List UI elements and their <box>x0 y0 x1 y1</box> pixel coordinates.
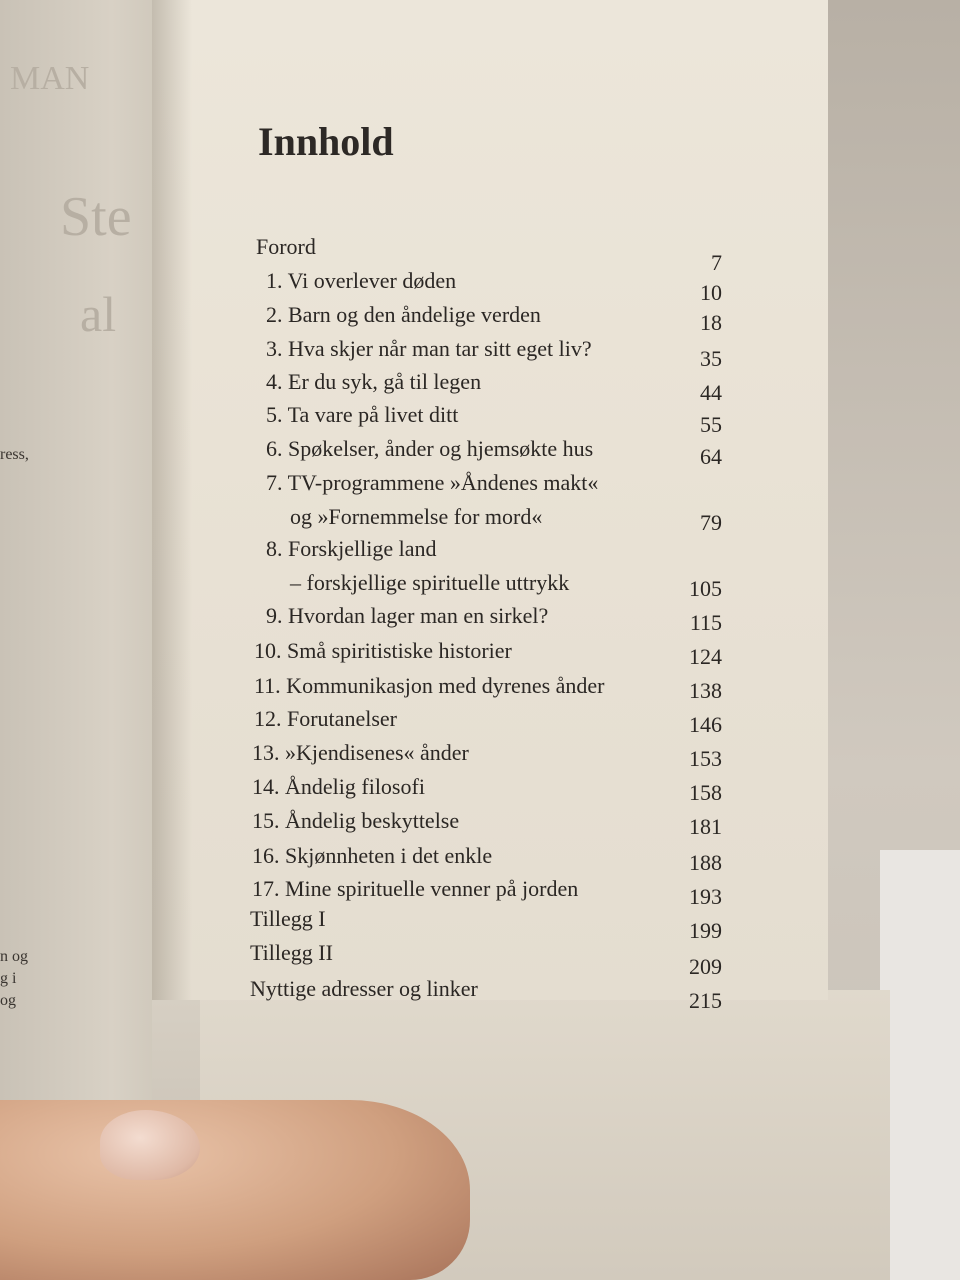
toc-entry-title: 6. Spøkelser, ånder og hjemsøkte hus <box>266 436 594 461</box>
toc-entry-page: 105 <box>689 576 722 601</box>
toc-entry-page: 158 <box>689 780 722 805</box>
left-fragment-4: og <box>0 992 16 1009</box>
toc-entry-title: 4. Er du syk, gå til legen <box>266 369 482 394</box>
toc-entry-title: 7. TV-programmene »Åndenes makt« <box>266 470 599 495</box>
left-ghost-text-2: Ste <box>60 186 132 248</box>
toc-entry-page: 18 <box>700 310 722 335</box>
left-ghost-text-1: MAN <box>10 60 90 97</box>
toc-entry-page: 115 <box>689 610 722 635</box>
toc-entry-title: Nyttige adresser og linker <box>250 976 478 1001</box>
toc-entry-page: 35 <box>700 346 722 371</box>
toc-entry-title: 14. Åndelig filosofi <box>252 774 425 799</box>
toc-entry-page: 181 <box>689 814 722 839</box>
toc-entry-title: Forord <box>256 234 316 259</box>
toc-entry-title: 2. Barn og den åndelige verden <box>266 302 541 327</box>
toc-entry-title: 10. Små spiritistiske historier <box>254 638 512 663</box>
left-fragment-1: ress, <box>0 446 29 463</box>
page-gutter-shadow <box>152 0 192 1000</box>
background-box <box>880 850 960 1280</box>
toc-entry-title: 15. Åndelig beskyttelse <box>252 808 460 833</box>
left-ghost-text-3: al <box>80 286 117 342</box>
toc-entry-title: Tillegg II <box>250 940 333 965</box>
toc-entry-page: 193 <box>689 884 722 909</box>
toc-entry-title: 9. Hvordan lager man en sirkel? <box>266 603 549 628</box>
toc-entry-title: 12. Forutanelser <box>254 706 397 731</box>
toc-entry-page: 64 <box>700 444 722 469</box>
toc-entry-page: 199 <box>689 918 722 943</box>
left-page <box>0 0 160 1120</box>
toc-entry-title: 3. Hva skjer når man tar sitt eget liv? <box>266 336 592 361</box>
toc-entry-title: 1. Vi overlever døden <box>266 268 457 293</box>
toc-entry-page: 10 <box>700 280 722 305</box>
page-title: Innhold <box>258 119 394 164</box>
toc-entry-page: 138 <box>689 678 722 703</box>
toc-entry-page: 7 <box>711 250 722 275</box>
left-fragment-2: n og <box>0 948 28 965</box>
toc-entry-title: 13. »Kjendisenes« ånder <box>252 740 469 765</box>
toc-entry-title-continued: og »Fornemmelse for mord« <box>290 504 543 529</box>
toc-entry-page: 44 <box>700 380 722 405</box>
left-fragment-3: g i <box>0 970 17 987</box>
toc-entry-title: 17. Mine spirituelle venner på jorden <box>252 876 579 901</box>
toc-entry-title: 11. Kommunikasjon med dyrenes ånder <box>254 673 605 698</box>
toc-entry-page: 124 <box>689 644 722 669</box>
toc-entry-title: 8. Forskjellige land <box>266 536 437 561</box>
toc-entry-page: 55 <box>700 412 722 437</box>
toc-entry-page: 188 <box>689 850 722 875</box>
toc-entry-page: 215 <box>689 988 722 1013</box>
hand-thumb <box>0 1100 470 1280</box>
toc-entry-title: 5. Ta vare på livet ditt <box>266 402 459 427</box>
toc-entry-page: 79 <box>700 510 722 535</box>
toc-entry-page: 153 <box>689 746 722 771</box>
toc-entry-title-continued: – forskjellige spirituelle uttrykk <box>290 570 570 595</box>
toc-entry-title: 16. Skjønnheten i det enkle <box>252 843 493 868</box>
toc-entry-title: Tillegg I <box>250 906 326 931</box>
toc-entry-page: 146 <box>689 712 722 737</box>
toc-entry-page: 209 <box>689 954 722 979</box>
